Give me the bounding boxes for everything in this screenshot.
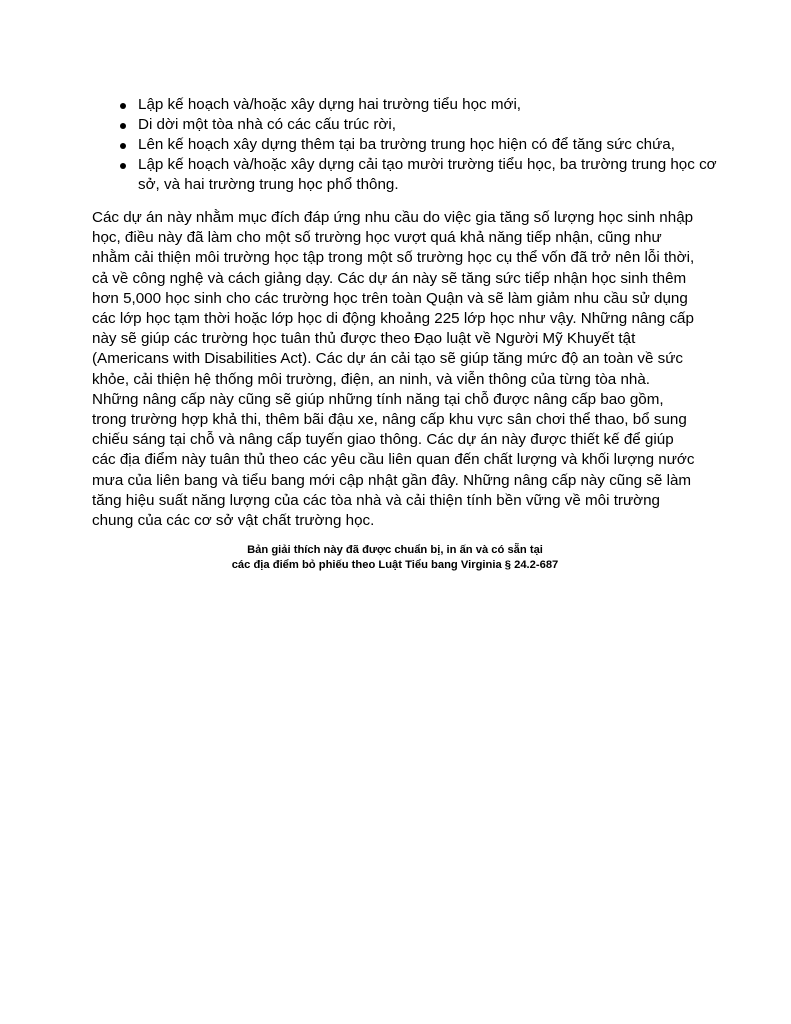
bullet-icon: [120, 123, 126, 129]
list-item-text: Lập kế hoạch và/hoặc xây dựng hai trường tiểu học mới,: [138, 96, 522, 113]
footer-note: [160, 543, 630, 573]
list-item-text: Lập kế hoạch và/hoặc xây dựng cải tạo mười trường tiểu học, ba trường trung học cơ sở, và hai trường trung học phổ thông.: [138, 156, 717, 193]
list-item-text: Lên kế hoạch xây dựng thêm tại ba trường trung học hiện có để tăng sức chứa,: [138, 136, 675, 153]
explanation-paragraph: Các dự án này nhằm mục đích đáp ứng nhu cầu do việc gia tăng số lượng học sinh nhập học, điều này đã làm cho một số trường học vượt quá khả năng tiếp nhận, cũng như nhằm cải thiện môi trường học tập trong một số trường học cụ thể vốn đã trở nên lỗi thời, cả về công nghệ và cách giảng dạy. Các dự án này sẽ tăng sức tiếp nhận học sinh thêm hơn 5,000 học sinh cho các trường học trên toàn Quận và sẽ làm giảm nhu cầu sử dụng các lớp học tạm thời hoặc lớp học di động khoảng 225 lớp học như vậy. Những nâng cấp này sẽ giúp các trường học tuân thủ được theo Đạo luật về Người Mỹ Khuyết tật (Americans with Disabilities Act). Các dự án cải tạo sẽ giúp tăng mức độ an toàn về sức khỏe, cải thiện hệ thống môi trường, điện, an ninh, và viễn thông của từng tòa nhà. Những nâng cấp này cũng sẽ giúp những tính năng tại chỗ được nâng cấp bao gồm, trong trường hợp khả thi, thêm bãi đậu xe, nâng cấp khu vực sân chơi thể thao, bổ sung chiếu sáng tại chỗ và nâng cấp tuyến giao thông. Các dự án này được thiết kế để giúp các địa điểm này tuân thủ theo các yêu cầu liên quan đến chất lượng và khối lượng nước mưa của liên bang và tiểu bang mới cập nhật gần đây. Những nâng cấp này cũng sẽ làm tăng hiệu suất năng lượng của các tòa nhà và cải thiện tính bền vững về môi trường chung của các cơ sở vật chất trường học.: [92, 209, 695, 530]
list-item: [118, 135, 718, 155]
list-item-text: Di dời một tòa nhà có các cấu trúc rời,: [138, 116, 396, 133]
bullet-icon: [120, 103, 126, 109]
bullet-icon: [120, 163, 126, 169]
bullet-icon: [120, 143, 126, 149]
list-item: [118, 115, 718, 135]
list-item: [118, 95, 718, 115]
footer-note-line-2: các địa điểm bỏ phiếu theo Luật Tiểu bang Virginia § 24.2-687: [231, 559, 559, 571]
footer-note-line-1: Bản giải thích này đã được chuẩn bị, in ấn và có sẵn tại: [247, 544, 543, 556]
project-bullet-list: [118, 95, 718, 195]
list-item: [118, 155, 718, 195]
